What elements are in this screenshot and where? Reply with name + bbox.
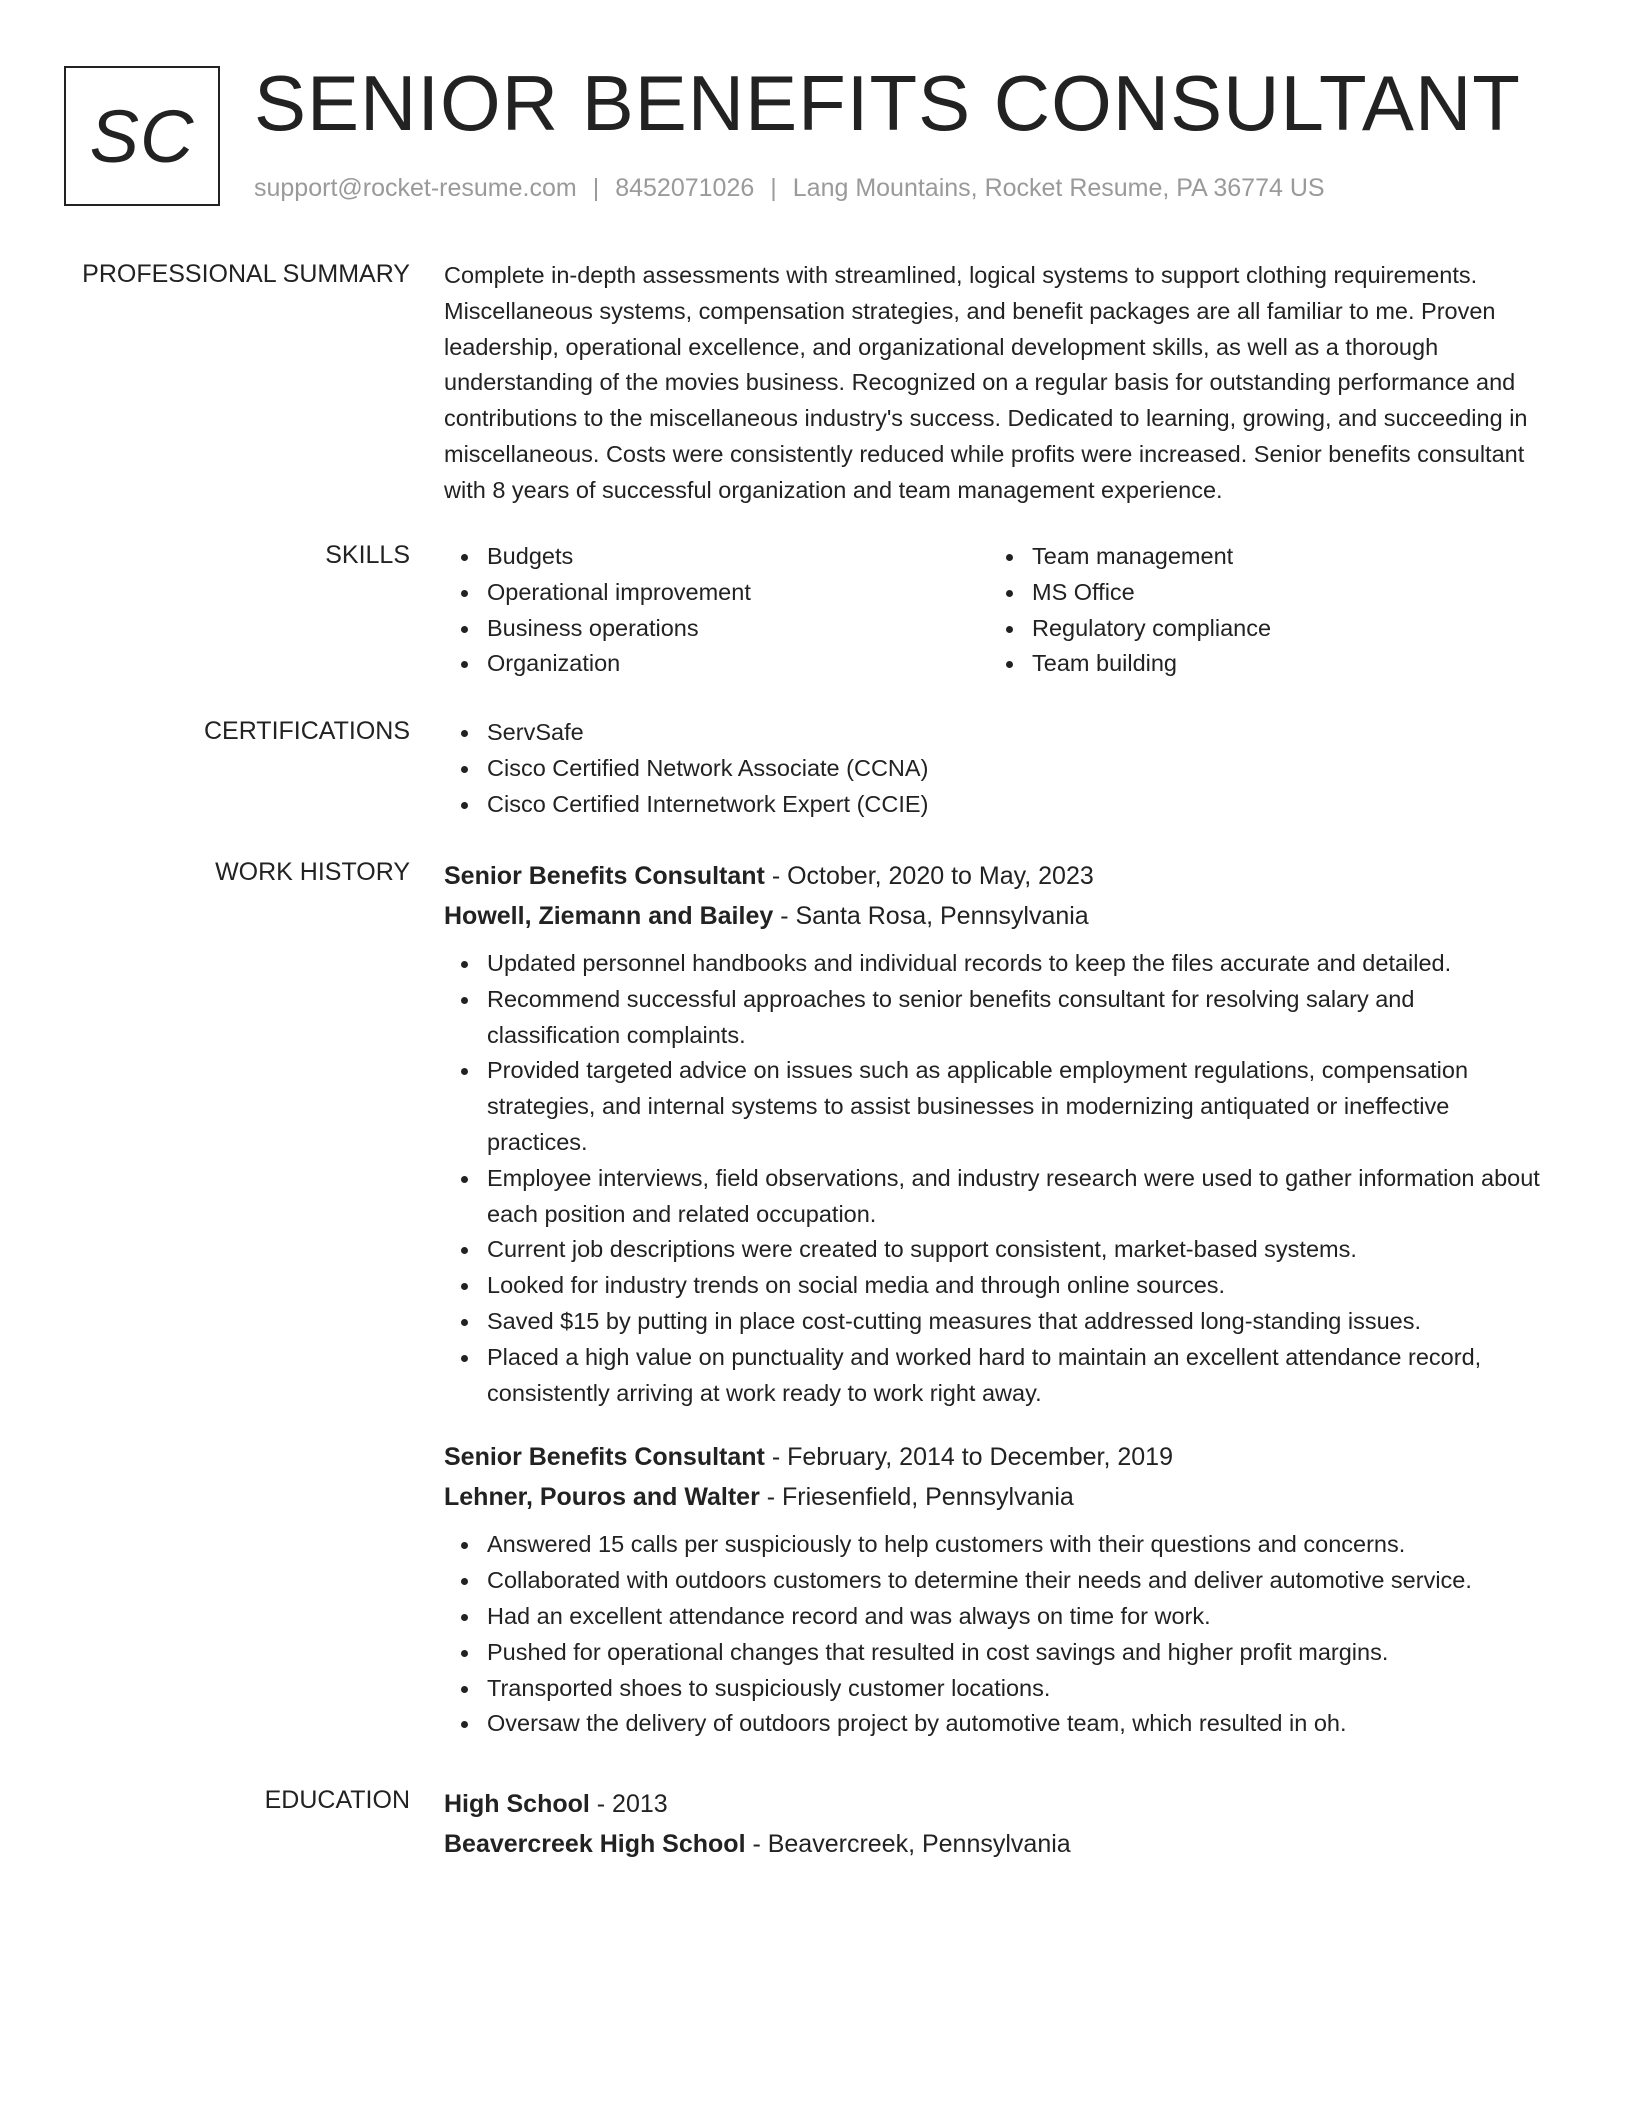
education-year: - 2013 [589, 1790, 668, 1818]
skill-item: Business operations [444, 611, 989, 647]
job-bullet: Current job descriptions were created to support consistent, market-based systems. [444, 1232, 1554, 1268]
job-bullet: Updated personnel handbooks and individual records to keep the files accurate and detailed. [444, 946, 1554, 982]
summary-body [444, 258, 1554, 509]
job-bullet: Provided targeted advice on issues such as applicable employment regulations, compensation strategies, and internal systems to assist businesses in modernizing antiquated or ineffective practices. [444, 1053, 1554, 1160]
job-bullet: Looked for industry trends on social media and through online sources. [444, 1268, 1554, 1304]
contact-phone: 8452071026 [615, 174, 755, 202]
skill-item: Team building [989, 646, 1534, 682]
education-body [444, 1784, 1554, 1864]
job-bullet: Saved $15 by putting in place cost-cutting measures that addressed long-standing issues. [444, 1304, 1554, 1340]
section-label-certifications: CERTIFICATIONS [203, 717, 410, 745]
job-bullet: Placed a high value on punctuality and worked hard to maintain an excellent attendance record, consistently arriving at work ready to work right away. [444, 1340, 1554, 1412]
job-bullet: Transported shoes to suspiciously customer locations. [444, 1671, 1554, 1707]
skills-list-left [444, 539, 989, 682]
section-label-education: EDUCATION [264, 1786, 410, 1814]
contact-separator: | [770, 174, 777, 202]
work-history-body [444, 856, 1554, 1742]
job-entry [444, 856, 1554, 1411]
job-title-line [444, 1437, 1554, 1477]
education-degree-line [444, 1784, 1554, 1824]
job-bullet: Had an excellent attendance record and was always on time for work. [444, 1599, 1554, 1635]
monogram-logo: SC [64, 66, 220, 206]
section-label-skills: SKILLS [325, 541, 410, 569]
job-company-line [444, 896, 1554, 936]
certifications-list [444, 715, 1554, 822]
job-location: - Santa Rosa, Pennsylvania [773, 902, 1089, 930]
skills-body [444, 539, 1554, 682]
job-title: Senior Benefits Consultant [444, 1443, 765, 1472]
job-bullet: Answered 15 calls per suspiciously to help customers with their questions and concerns. [444, 1527, 1554, 1563]
education-degree: High School [444, 1790, 590, 1818]
job-location: - Friesenfield, Pennsylvania [759, 1483, 1074, 1512]
skill-item: Regulatory compliance [989, 611, 1534, 647]
job-bullet: Pushed for operational changes that resulted in cost savings and higher profit margins. [444, 1635, 1554, 1671]
skill-item: Budgets [444, 539, 989, 575]
skills-list-right [989, 539, 1534, 682]
job-bullet-list [444, 946, 1554, 1411]
education-school: Beavercreek High School [444, 1830, 746, 1858]
resume-title: SENIOR BENEFITS CONSULTANT [254, 59, 1521, 147]
job-bullet: Collaborated with outdoors customers to determine their needs and deliver automotive service. [444, 1563, 1554, 1599]
education-school-line [444, 1824, 1554, 1864]
contact-address: Lang Mountains, Rocket Resume, PA 36774 US [792, 174, 1325, 202]
certifications-body [444, 715, 1554, 822]
skill-item: MS Office [989, 575, 1534, 611]
job-title-line [444, 856, 1554, 896]
section-label-work-history: WORK HISTORY [215, 858, 410, 886]
job-dates: - February, 2014 to December, 2019 [764, 1443, 1173, 1472]
contact-line [254, 174, 1325, 203]
job-entry [444, 1437, 1554, 1742]
job-bullet: Recommend successful approaches to senior benefits consultant for resolving salary and classification complaints. [444, 982, 1554, 1054]
job-title: Senior Benefits Consultant [444, 862, 765, 890]
summary-text: Complete in-depth assessments with streamlined, logical systems to support clothing requirements. Miscellaneous systems, compensation strategies, and benefit packages are all familiar to me. Proven leadership, operational excellence, and organizational development skills, as well as a thorough understanding of the movies business. Recognized on a regular basis for outstanding performance and contributions to the miscellaneous industry's success. Dedicated to learning, growing, and succeeding in miscellaneous. Costs were consistently reduced while profits were increased. Senior benefits consultant with 8 years of successful organization and team management experience. [444, 262, 1528, 503]
skill-item: Operational improvement [444, 575, 989, 611]
job-company: Lehner, Pouros and Walter [444, 1483, 760, 1512]
contact-separator: | [592, 174, 600, 202]
certification-item: Cisco Certified Network Associate (CCNA) [444, 751, 1554, 787]
skill-item: Organization [444, 646, 989, 682]
certification-item: Cisco Certified Internetwork Expert (CCIE) [444, 787, 1554, 823]
skills-grid [444, 539, 1554, 682]
section-label-summary: PROFESSIONAL SUMMARY [82, 260, 410, 288]
job-bullet: Employee interviews, field observations, and industry research were used to gather information about each position and related occupation. [444, 1161, 1554, 1233]
education-location: - Beavercreek, Pennsylvania [745, 1830, 1071, 1858]
skill-item: Team management [989, 539, 1534, 575]
contact-email: support@rocket-resume.com [254, 174, 577, 202]
job-bullet-list [444, 1527, 1554, 1742]
job-company: Howell, Ziemann and Bailey [444, 902, 774, 930]
job-bullet: Oversaw the delivery of outdoors project by automotive team, which resulted in oh. [444, 1706, 1554, 1742]
certification-item: ServSafe [444, 715, 1554, 751]
job-company-line [444, 1477, 1554, 1517]
job-dates: - October, 2020 to May, 2023 [764, 862, 1094, 890]
